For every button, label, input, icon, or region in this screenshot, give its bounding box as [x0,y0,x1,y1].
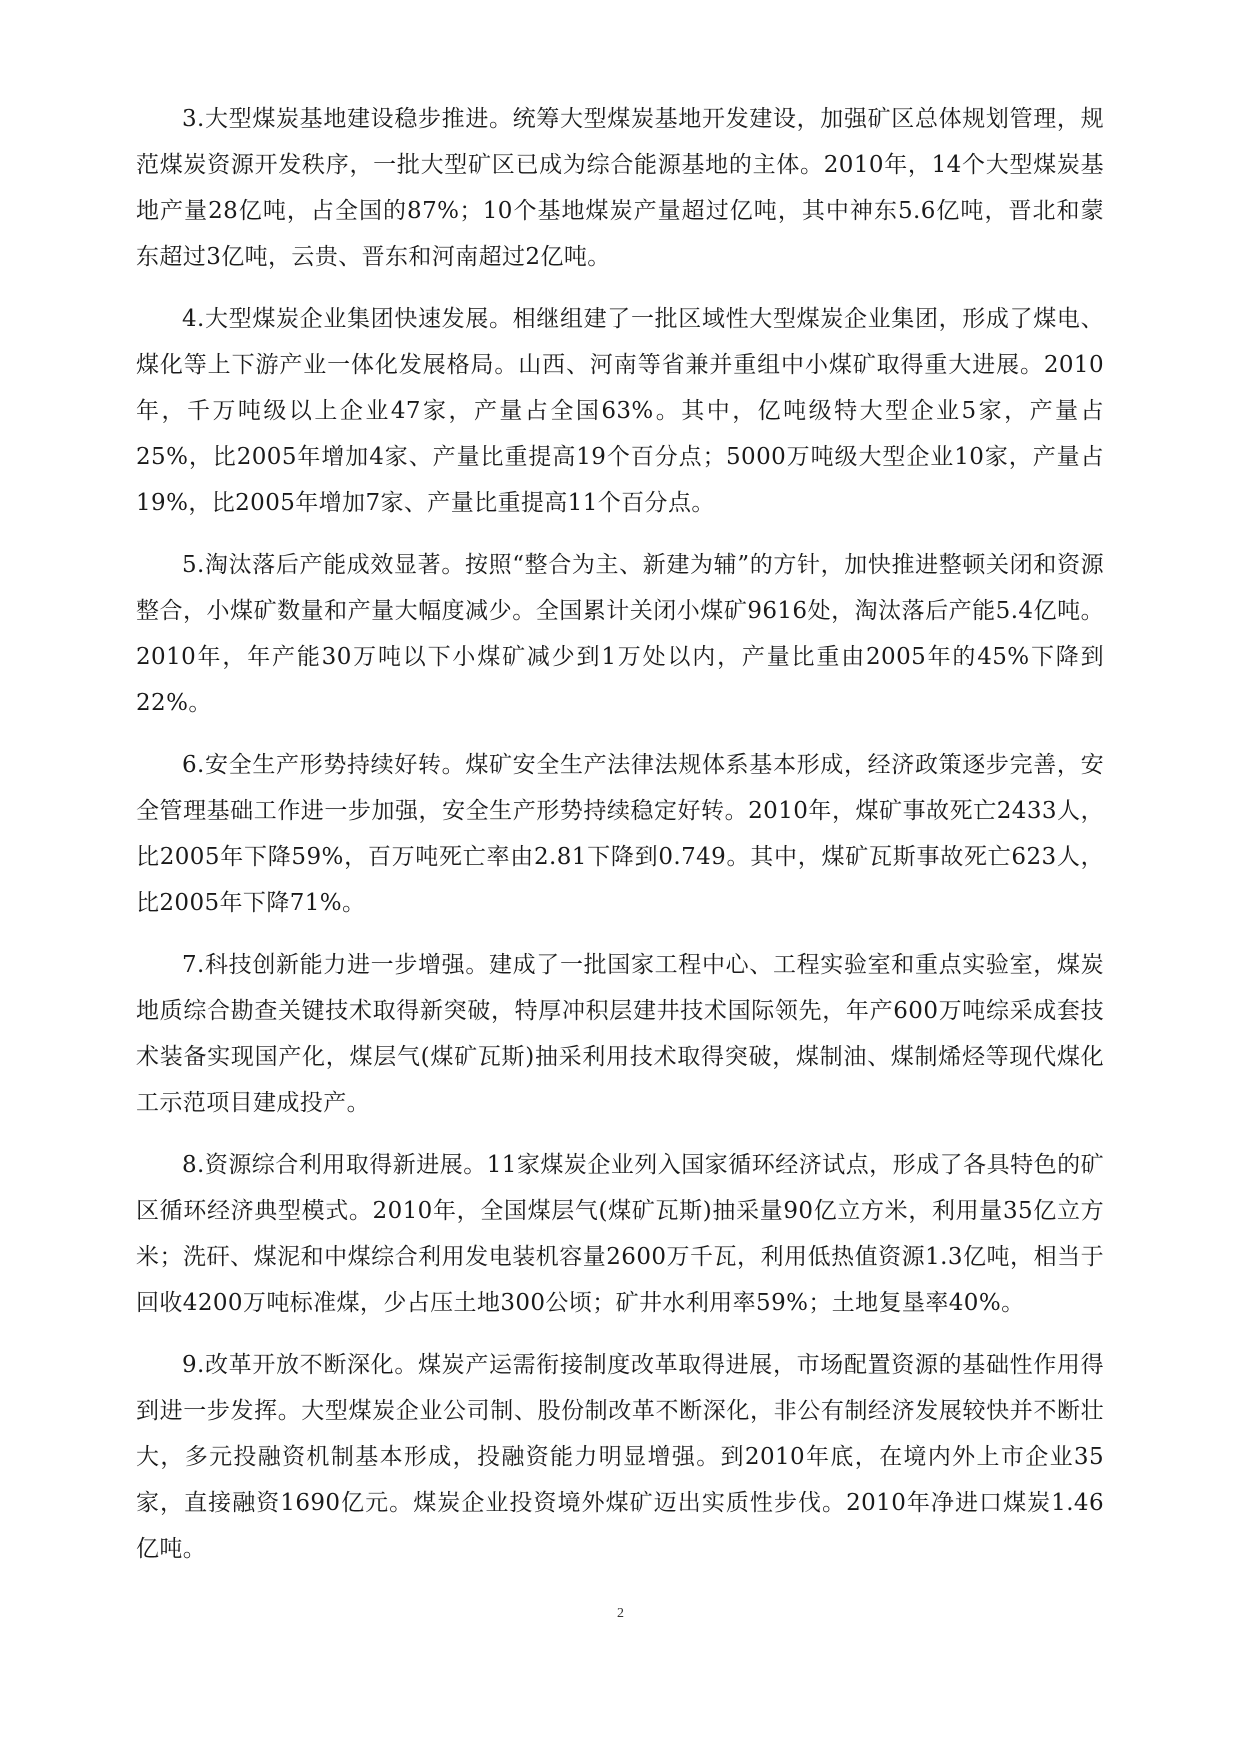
page-number: 2 [617,1606,624,1621]
paragraph-4-coal-enterprises: 4.大型煤炭企业集团快速发展。相继组建了一批区域性大型煤炭企业集团，形成了煤电、煤化等上下游产业一体化发展格局。山西、河南等省兼并重组中小煤矿取得重大进展。2010年，千万吨级以上企业47家，产量占全国63%。其中，亿吨级特大型企业5家，产量占25%，比2005年增加4家、产量比重提高19个百分点；5000万吨级大型企业10家，产量占19%，比2005年增加7家、产量比重提高11个百分点。 [136,306,1104,516]
paragraph-8-resource-utilization: 8.资源综合利用取得新进展。11家煤炭企业列入国家循环经济试点，形成了各具特色的矿区循环经济典型模式。2010年，全国煤层气(煤矿瓦斯)抽采量90亿立方米，利用量35亿立方米；洗矸、煤泥和中煤综合利用发电装机容量2600万千瓦，利用低热值资源1.3亿吨，相当于回收4200万吨标准煤，少占压土地300公顷；矿井水利用率59%；土地复垦率40%。 [136,1152,1104,1316]
paragraph-6-safety: 6.安全生产形势持续好转。煤矿安全生产法律法规体系基本形成，经济政策逐步完善，安全管理基础工作进一步加强，安全生产形势持续稳定好转。2010年，煤矿事故死亡2433人，比2005年下降59%，百万吨死亡率由2.81下降到0.749。其中，煤矿瓦斯事故死亡623人，比2005年下降71%。 [136,752,1104,916]
paragraph-7-technology: 7.科技创新能力进一步增强。建成了一批国家工程中心、工程实验室和重点实验室，煤炭地质综合勘查关键技术取得新突破，特厚冲积层建井技术国际领先，年产600万吨综采成套技术装备实现国产化，煤层气(煤矿瓦斯)抽采利用技术取得突破，煤制油、煤制烯烃等现代煤化工示范项目建成投产。 [136,952,1104,1116]
body-text [136,96,1104,1588]
paragraph-3-coal-bases: 3.大型煤炭基地建设稳步推进。统筹大型煤炭基地开发建设，加强矿区总体规划管理，规范煤炭资源开发秩序，一批大型矿区已成为综合能源基地的主体。2010年，14个大型煤炭基地产量28亿吨，占全国的87%；10个基地煤炭产量超过亿吨，其中神东5.6亿吨，晋北和蒙东超过3亿吨，云贵、晋东和河南超过2亿吨。 [136,106,1104,270]
paragraph-9-reform: 9.改革开放不断深化。煤炭产运需衔接制度改革取得进展，市场配置资源的基础性作用得到进一步发挥。大型煤炭企业公司制、股份制改革不断深化，非公有制经济发展较快并不断壮大，多元投融资机制基本形成，投融资能力明显增强。到2010年底，在境内外上市企业35家，直接融资1690亿元。煤炭企业投资境外煤矿迈出实质性步伐。2010年净进口煤炭1.46亿吨。 [136,1352,1104,1562]
paragraph-5-eliminate-capacity: 5.淘汰落后产能成效显著。按照“整合为主、新建为辅”的方针，加快推进整顿关闭和资源整合，小煤矿数量和产量大幅度减少。全国累计关闭小煤矿9616处，淘汰落后产能5.4亿吨。2010年，年产能30万吨以下小煤矿减少到1万处以内，产量比重由2005年的45%下降到22%。 [136,552,1104,716]
